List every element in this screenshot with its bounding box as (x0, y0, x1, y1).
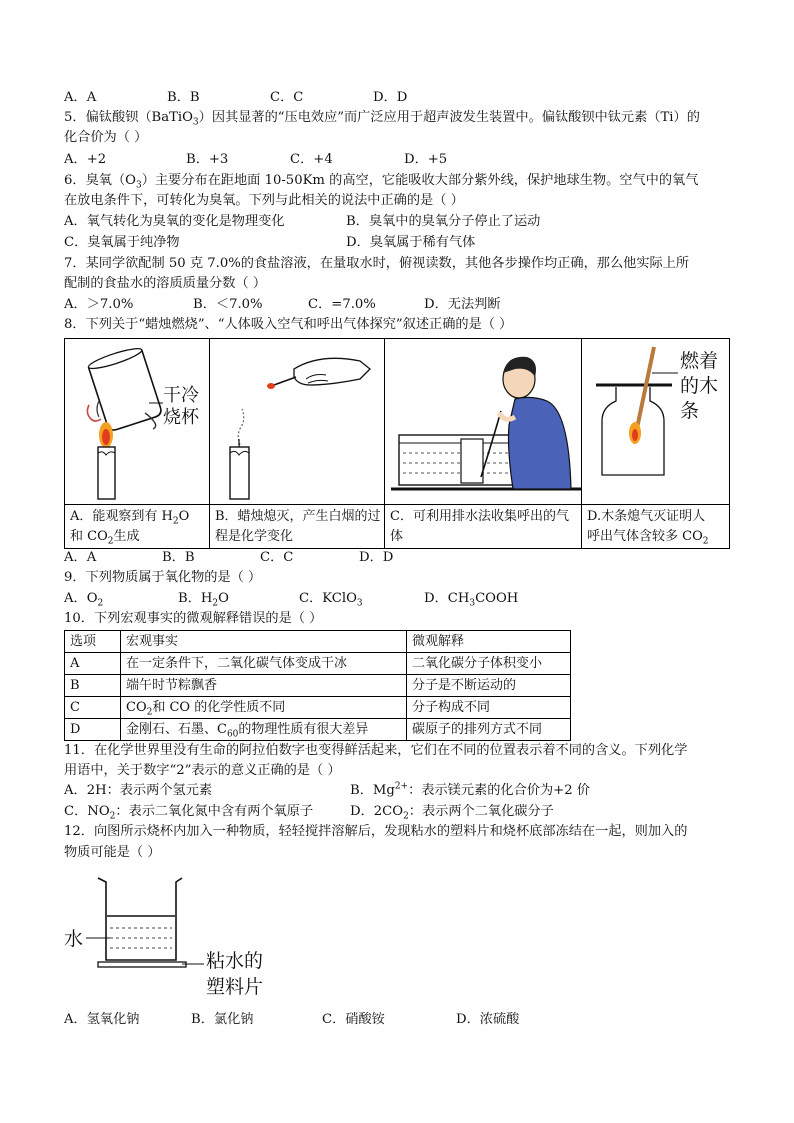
q8-cell-b (210, 339, 385, 548)
q9-option-c[interactable] (299, 590, 363, 608)
q7-option-a[interactable]: A．＞7.0% (64, 297, 134, 312)
q7-stem-line1: 7．某同学欲配制 50 克 7.0%的食盐溶液，在量取水时，俯视读数，其他各步操作均正确，那么他实际上所 (64, 256, 690, 271)
q6-option-d[interactable]: D．臭氧属于稀有气体 (346, 235, 476, 250)
q12-option-d[interactable]: D．浓硫酸 (456, 1012, 520, 1027)
q12-stem-line1: 12．向图所示烧杯内加入一种物质，轻轻搅拌溶解后，发现粘水的塑料片和烧杯底部冻结在一起，则加入的 (64, 824, 688, 839)
q8-divider (210, 504, 384, 505)
table-row (65, 719, 571, 741)
q6-stem-line1 (64, 172, 698, 190)
q11-option-c[interactable] (64, 803, 313, 821)
table-header-cell: 宏观事实 (121, 631, 407, 653)
q4-option-a[interactable]: A．A (64, 90, 97, 105)
q10-stem: 10．下列宏观事实的微观解释错误的是（ ） (64, 611, 323, 626)
q8-option-b[interactable]: B．B (162, 550, 195, 565)
q9-a-sub: 2 (97, 598, 104, 609)
table-cell: A (65, 653, 121, 675)
q11-b-text2: ：表示镁元素的化合价为+2 价 (408, 783, 590, 798)
label-dry-cold-beaker: 干冷烧杯 (163, 385, 199, 428)
q9-c-text: C．KClO (299, 591, 357, 606)
q6-option-a[interactable]: A．氧气转化为臭氧的变化是物理变化 (64, 214, 285, 229)
q5-stem-line1 (64, 109, 700, 127)
label-plate-line2: 塑料片 (206, 976, 264, 998)
q12-option-a[interactable]: A．氢氧化钠 (64, 1012, 140, 1027)
q5-text-b: ）因其显著的“压电效应”而广泛应用于超声波发生装置中。偏钛酸钡中钛元素（Ti）的 (198, 110, 700, 125)
q8-caption-c: C．可利用排水法收集呼出的气体 (390, 509, 569, 544)
table-cell: 分子是不断运动的 (407, 675, 571, 697)
q6-text-b: ）主要分布在距地面 10-50Km 的高空，它能吸收大部分紫外线，保护地球生物。空气中的氧气 (141, 173, 699, 188)
q9-option-b[interactable] (178, 590, 229, 608)
table-cell (121, 719, 407, 741)
q8-cell-c (385, 339, 582, 548)
q11-c-sub: 2 (109, 811, 116, 822)
q7-option-b[interactable]: B．＜7.0% (193, 297, 263, 312)
cap-a-text3: 和 CO (70, 529, 108, 544)
label-wet-plastic-plate (206, 948, 263, 1000)
q8-option-a[interactable]: A．A (64, 550, 97, 565)
cap-a-text2: O (178, 509, 190, 524)
q7-option-c[interactable]: C．=7.0% (308, 297, 376, 312)
q8-figure-table (64, 338, 730, 549)
q5-option-d[interactable]: D．+5 (404, 152, 448, 167)
table-cell: 分子构成不同 (407, 697, 571, 719)
label-water: 水 (64, 928, 84, 950)
c60-sub: 60 (226, 729, 239, 740)
label-burning-stick: 燃着的木条 (680, 350, 719, 422)
q8-divider (65, 504, 209, 505)
q11-d-text2: ：表示两个二氧化碳分子 (408, 804, 554, 819)
q11-b-sup: 2+ (394, 781, 409, 792)
cap-a-text4: 生成 (113, 529, 140, 544)
q8-caption-b: B．蜡烛熄灭，产生白烟的过程是化学变化 (215, 509, 381, 544)
q5-option-c[interactable]: C．+4 (290, 152, 333, 167)
q7-stem-line2: 配制的食盐水的溶质质量分数（ ） (64, 276, 267, 291)
table-cell (121, 697, 407, 719)
q4-option-b[interactable]: B．B (167, 90, 200, 105)
q8-divider (385, 504, 581, 505)
q4-option-c[interactable]: C．C (270, 90, 304, 105)
q8-option-c[interactable]: C．C (260, 550, 294, 565)
q9-b-text: B．H (178, 591, 213, 606)
q6-stem-line2: 在放电条件下，可转化为臭氧。下列与此相关的说法中正确的是（ ） (64, 193, 464, 208)
extinguished-candle-illustration (210, 339, 385, 504)
q11-option-a[interactable]: A．2H：表示两个氢元素 (64, 783, 213, 798)
cap-a-sub2: 2 (107, 536, 114, 547)
table-cell: 在一定条件下，二氧化碳气体变成干冰 (121, 653, 407, 675)
table-header-cell: 选项 (65, 631, 121, 653)
q11-stem-line2: 用语中，关于数字“2”表示的意义正确的是（ ） (64, 763, 341, 778)
q9-a-text: A．O (64, 591, 98, 606)
row-d-fact: 金刚石、石墨、C (126, 722, 227, 737)
table-cell: 端午时节粽飘香 (121, 675, 407, 697)
q11-option-d[interactable] (350, 803, 554, 821)
q8-option-d[interactable]: D．D (359, 550, 394, 565)
q11-b-text: B．Mg (350, 783, 395, 798)
cap-d-sub: 2 (702, 536, 709, 547)
table-cell: D (65, 719, 121, 741)
q11-stem-line1: 11．在化学世界里没有生命的阿拉伯数字也变得鲜活起来，它们在不同的位置表示着不同的含义。下列化学 (64, 743, 688, 758)
q5-option-a[interactable]: A．+2 (64, 152, 107, 167)
q11-c-text: C．NO (64, 804, 110, 819)
q7-option-d[interactable]: D．无法判断 (424, 297, 501, 312)
table-header-row (65, 631, 571, 653)
q5-option-b[interactable]: B．+3 (186, 152, 229, 167)
q11-c-text2: ：表示二氧化氮中含有两个氧原子 (115, 804, 314, 819)
q12-option-c[interactable]: C．硝酸铵 (322, 1012, 385, 1027)
q12-option-b[interactable]: B．氯化钠 (191, 1012, 254, 1027)
table-header-cell: 微观解释 (407, 631, 571, 653)
q6-option-b[interactable]: B．臭氧中的臭氧分子停止了运动 (346, 214, 541, 229)
row-d-fact-rest: 的物理性质有很大差异 (238, 722, 369, 737)
q5-text-a: 5．偏钛酸钡（BaTiO (64, 110, 193, 125)
q6-sub: 3 (135, 180, 142, 191)
q8-cell-d (582, 339, 729, 548)
person-exhaling-into-water-trough-illustration (385, 339, 582, 504)
cap-a-sub: 2 (172, 516, 179, 527)
q12-stem-line2: 物质可能是（ ） (64, 845, 161, 860)
q9-d-sub: 3 (469, 598, 476, 609)
q8-caption-a (70, 507, 206, 547)
table-cell: 二氧化碳分子体积变小 (407, 653, 571, 675)
q11-d-sub: 2 (403, 811, 409, 822)
q9-stem: 9．下列物质属于氧化物的是（ ） (64, 570, 262, 585)
q5-stem-line2: 化合价为（ ） (64, 130, 148, 145)
cap-a-text1: A．能观察到有 H (70, 509, 173, 524)
table-cell: C (65, 697, 121, 719)
q11-d-text: D．2CO (350, 804, 404, 819)
table-cell: 碳原子的排列方式不同 (407, 719, 571, 741)
q9-d-text2: COOH (475, 591, 519, 606)
q4-option-d[interactable]: D．D (373, 90, 408, 105)
row-c-fact: 和 CO 的化学性质不同 (152, 700, 286, 715)
q9-d-text: D．CH (424, 591, 470, 606)
cap-d-text2: 呼出气体含较多 CO (587, 529, 703, 544)
q8-divider (582, 504, 729, 505)
table-cell: B (65, 675, 121, 697)
q11-option-b[interactable] (350, 782, 590, 800)
q10-table (64, 630, 571, 741)
q9-c-sub: 3 (356, 598, 363, 609)
table-row (65, 675, 571, 697)
cap-d-text1: D.木条熄气灭证明人 (587, 509, 706, 524)
q6-text-a: 6．臭氧（O (64, 173, 136, 188)
q8-cell-a (65, 339, 210, 548)
table-row (65, 653, 571, 675)
co2-text: CO (126, 700, 147, 715)
q9-option-a[interactable] (64, 590, 103, 608)
q9-option-d[interactable] (424, 590, 518, 608)
label-plate-line1: 粘水的 (206, 950, 264, 972)
q8-caption-d (587, 507, 726, 547)
table-row (65, 697, 571, 719)
co2-sub: 2 (146, 707, 153, 718)
q5-sub: 3 (192, 117, 199, 128)
q9-b-sub: 2 (212, 598, 219, 609)
q9-b-text2: O (218, 591, 229, 606)
q6-option-c[interactable]: C．臭氧属于纯净物 (64, 235, 180, 250)
q8-stem: 8．下列关于“蜡烛燃烧”、“人体吸入空气和呼出气体探究”叙述正确的是（ ） (64, 317, 513, 332)
